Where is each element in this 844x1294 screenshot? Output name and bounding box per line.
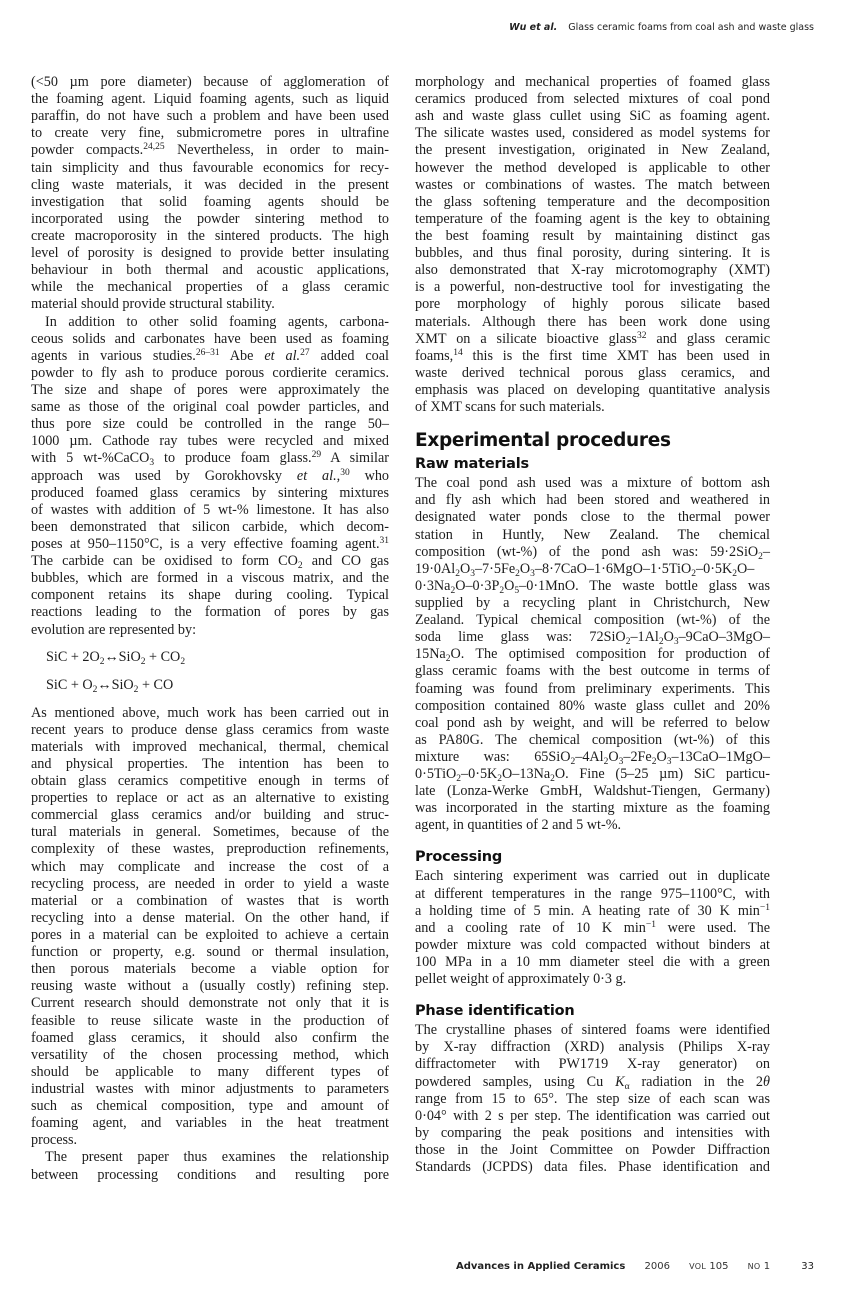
text-line: coal pond ash by weight, and will be referred to below xyxy=(415,714,770,731)
text-line: $0\cdot 5TiO_2-0\cdot 5K_2O-13Na_2O$. Fine (5–25 µm) SiC particu- xyxy=(415,766,770,785)
right-column xyxy=(415,74,770,1176)
text-line: obtain glass ceramics competitive enough in terms of xyxy=(31,773,389,790)
text-line: $19\cdot 0Al_2O_3-7\cdot 5Fe_2O_3-8\cdot 7CaO-1\cdot 6MgO-1\cdot 5TiO_2-0\cdot 5K_2O-$ xyxy=(415,560,755,579)
text-line: cling waste materials, it was decided in the present xyxy=(31,176,389,193)
paragraph-intro-continued xyxy=(31,74,389,314)
text-line: materials with improved mechanical, thermal, chemical xyxy=(31,738,389,755)
text-line: investigation that solid foaming agents should be xyxy=(31,193,389,210)
text-line: a holding time of 5 min. A heating rate of 30 K $\min^{-1}$ xyxy=(415,902,770,919)
issue-number: 1 xyxy=(763,1261,771,1272)
text-line: same as those of the original coal powder particles, and xyxy=(31,399,389,416)
text-line: composition (wt-%) of the pond ash was: 59·2SiO$_2$– xyxy=(415,543,770,562)
text-line: glass ceramic foams with the best outcome in terms of xyxy=(415,663,770,680)
citation: 27 xyxy=(300,347,310,358)
citation: 14 xyxy=(453,347,463,358)
text-line: foaming agent, and variables in the heat treatment xyxy=(31,1115,389,1132)
text-line: behaviour in both thermal and acoustic applications, xyxy=(31,262,389,279)
citation: 31 xyxy=(379,535,389,546)
text-line: agent, in quantities of 2 and 5 wt-%. xyxy=(415,817,622,834)
text-line: reactions leading to the formation of pores by gas xyxy=(31,604,389,621)
text-line: recycling process, are needed in order to yield a waste xyxy=(31,875,389,892)
text-line: supplied by a recycling plant in Christchurch, New xyxy=(415,594,770,611)
equation-1: SiC + $2O_2\leftrightarrow SiO_2 + CO_2$ xyxy=(46,648,186,667)
text-line: ceous solids and carbonates have been used as foaming xyxy=(31,330,389,347)
text-line: while the mechanical properties of a glass ceramic xyxy=(31,279,389,296)
text-line: waste derived technical porous glass ceramics, and xyxy=(415,364,770,381)
text-line: by comparing the peak positions and intensities with xyxy=(415,1124,770,1141)
text-line: was incorporated in the starting mixture as the foaming xyxy=(415,800,770,817)
text-line: as PA80G. The chemical composition (wt-%) of this xyxy=(415,731,770,748)
text-line: and physical properties. The intention has been to xyxy=(31,755,389,772)
text-line: such as chemical composition, type and amount of xyxy=(31,1098,389,1115)
text-line: poses at 950–1150°C, is a very effective foaming agent.$^{31}$ xyxy=(31,535,389,552)
text-line: 1000 µm. Cathode ray tubes were recycled and mixed xyxy=(31,433,389,450)
text-line: paraffin, do not have such a problem and have been used xyxy=(31,108,389,125)
text-line: composition contained 80% waste glass cullet and 20% xyxy=(415,697,770,714)
text-line: powder to fly ash to produce porous cordierite ceramics. xyxy=(31,364,389,381)
text-line: foaming was found from preliminary experiments. This xyxy=(415,680,770,697)
running-head-authors: Wu et al. xyxy=(509,22,558,33)
text-line: material should provide structural stability. xyxy=(31,296,275,313)
text-line: tural materials in general. Sometimes, because of the xyxy=(31,824,389,841)
text-line: emphasis was placed on developing quantitative analysis xyxy=(415,381,770,398)
text-line: the foaming agent. Liquid foaming agents, such as liquid xyxy=(31,91,389,108)
text-line: bubbles, which are formed in a viscous matrix, and the xyxy=(31,570,389,587)
text-line: (<50 µm pore diameter) because of agglomeration of xyxy=(31,74,389,90)
text-line: powdered samples, using Cu $K_\alpha$ radiation in the 2θ xyxy=(415,1073,771,1092)
subsection-heading-raw-materials: Raw materials xyxy=(415,456,529,473)
text-line: agents in various studies.$^{26-31}$ Abe et al.$^{27}$ added coal xyxy=(31,347,389,364)
journal-year: 2006 xyxy=(644,1261,670,1272)
text-line: mixture was: $65SiO_2-4Al_2O_3-2Fe_2O_3-13CaO-1MgO-$ xyxy=(415,748,770,767)
text-line: versatility of the chosen processing method, which xyxy=(31,1046,389,1063)
text-line: approach was used by Gorokhovsky et al.,$^{30}$ who xyxy=(31,467,390,484)
text-line: The carbide can be oxidised to form $CO_2$ and CO gas xyxy=(31,553,390,572)
text-line: with 5 wt-%CaCO$_3$ to produce foam glass.$^{29}$ A similar xyxy=(31,450,389,469)
text-line: feasible to reuse silicate waste in the production of xyxy=(31,1012,389,1029)
text-line: powder mixture was cold compacted without binders at xyxy=(415,936,770,953)
running-head xyxy=(509,22,814,33)
volume-label: VOL xyxy=(689,1262,707,1271)
text-line: The silicate wastes used, considered as model systems for xyxy=(415,125,770,142)
text-line: soda lime glass was: $72SiO_2-1Al_2O_3-9CaO-3MgO-$ xyxy=(415,629,770,648)
text-line: commercial glass ceramics and/or building and struc- xyxy=(31,807,389,824)
text-line: industrial wastes with minor adjustments to parameters xyxy=(31,1081,389,1098)
text-line: pellet weight of approximately 0·3 g. xyxy=(415,971,627,988)
text-line: Each sintering experiment was carried out in duplicate xyxy=(415,868,770,885)
citation: 26–31 xyxy=(195,347,220,358)
text-line: $0\cdot 3Na_2O-0\cdot 3P_2O_5-0\cdot 1MnO$. The waste bottle glass was xyxy=(415,577,770,596)
text-line: pores in a material can be exploited to achieve a certain xyxy=(31,927,389,944)
text-line: level of porosity is designed to provide better insulating xyxy=(31,245,389,262)
paragraph-present-paper-continued xyxy=(415,74,770,416)
journal-name: Advances in Applied Ceramics xyxy=(456,1261,626,1272)
paragraph-processing xyxy=(415,868,770,988)
text-line: 0·04° with 2 s per step. The identification was carried out xyxy=(415,1107,770,1124)
text-line: function or property, e.g. sound or thermal insulation, xyxy=(31,944,389,961)
text-line: incorporated using the powder sintering method to xyxy=(31,210,389,227)
text-line: is a powerful, non-destructive tool for investigating the xyxy=(415,279,770,296)
text-line: $15Na_2O$. The optimised composition for production of xyxy=(415,646,770,665)
text-line: complexity of these wastes, preproduction refinements, xyxy=(31,841,389,858)
text-line: component retains its shape during cooling. Typical xyxy=(31,587,389,604)
text-line: create macroporosity in the sintered products. The high xyxy=(31,227,389,244)
text-line: As mentioned above, much work has been carried out in xyxy=(31,704,389,721)
text-line: XMT on a silicate bioactive glass$^{32}$ and glass ceramic xyxy=(415,330,771,347)
text-line: wastes or combinations of wastes. The match between xyxy=(415,176,770,193)
text-line: and fly ash which had been stored and weathered in xyxy=(415,492,770,509)
text-line: which may complicate and increase the cost of a xyxy=(31,858,389,875)
text-line: been demonstrated that silicon carbide, which decom- xyxy=(31,518,389,535)
text-line: the glass softening temperature and the decomposition xyxy=(415,193,770,210)
text-line: ceramics produced from selected mixtures of coal pond xyxy=(415,91,770,108)
text-line: reusing waste without a (usually costly) refining step. xyxy=(31,978,389,995)
text-line: late (Lonza-Werke GmbH, Waldshut-Tiengen, Germany) xyxy=(415,783,770,800)
paragraph-phase-identification xyxy=(415,1022,770,1176)
text-line: recent years to produce dense glass ceramics from waste xyxy=(31,721,389,738)
text-line: Zealand. Typical chemical composition (wt-%) of the xyxy=(415,612,770,629)
paragraph-raw-materials xyxy=(415,475,770,834)
volume-number: 105 xyxy=(709,1261,729,1272)
text-line: should be applicable to many different types of xyxy=(31,1063,389,1080)
text-line: In addition to other solid foaming agents, carbona- xyxy=(45,313,389,330)
citation: 29 xyxy=(311,450,322,461)
text-line: Current research should demonstrate not only that it is xyxy=(31,995,389,1012)
text-line: tain simplicity and thus favourable economics for recy- xyxy=(31,159,389,176)
text-line: The present paper thus examines the relationship xyxy=(45,1149,389,1166)
text-line: designated water ponds close to the thermal power xyxy=(415,509,770,526)
text-line: pore morphology of highly porous silicate based xyxy=(415,296,770,313)
running-head-title: Glass ceramic foams from coal ash and waste glass xyxy=(568,22,814,33)
citation: 24,25 xyxy=(143,142,165,153)
text-line: at different temperatures in the range 975–1100°C, with xyxy=(415,885,770,902)
text-line: station in Huntly, New Zealand. The chemical xyxy=(415,526,770,543)
text-line: and a cooling rate of 10 K $\min^{-1}$ were used. The xyxy=(415,919,771,936)
text-line: The coal pond ash used was a mixture of bottom ash xyxy=(415,475,770,492)
page-footer xyxy=(456,1261,814,1272)
text-line: materials. Although there has been work done using xyxy=(415,313,770,330)
text-line: The crystalline phases of sintered foams were identified xyxy=(415,1022,770,1039)
text-line: 100 MPa in a 10 mm diameter steel die with a green xyxy=(415,954,770,971)
subsection-heading-processing: Processing xyxy=(415,849,503,866)
text-line: morphology and mechanical properties of foamed glass xyxy=(415,74,770,90)
text-line: diffractometer with PW1719 X-ray generator) on xyxy=(415,1056,770,1073)
text-line: range from 15 to 65°. The step size of each scan was xyxy=(415,1090,770,1107)
text-line: then porous materials become a viable option for xyxy=(31,961,389,978)
left-column xyxy=(31,74,389,1184)
text-line: also demonstrated that X-ray microtomography (XMT) xyxy=(415,262,770,279)
text-line: temperature of the foaming agent is the key to obtaining xyxy=(415,210,770,227)
equation-2: SiC + $O_2\leftrightarrow SiO_2$ + CO xyxy=(46,676,174,695)
citation: 32 xyxy=(636,330,647,341)
text-line: foamed glass ceramics, it should also confirm the xyxy=(31,1029,389,1046)
text-line: those in the Joint Committee on Powder Diffraction xyxy=(415,1142,770,1159)
text-line: ash and waste glass cullet using SiC as foaming agent. xyxy=(415,108,770,125)
text-line: powder compacts.$^{24,25}$ Nevertheless, in order to main- xyxy=(31,142,389,159)
text-line: of wastes with addition of 5 wt-% limestone. It has also xyxy=(31,501,389,518)
text-line: bubbles, and thus final porosity, during sintering. It is xyxy=(415,245,770,262)
subsection-heading-phase-identification: Phase identification xyxy=(415,1003,575,1020)
equations xyxy=(31,649,389,694)
paragraph-present-paper xyxy=(31,1149,389,1183)
text-line: process. xyxy=(31,1132,78,1149)
paragraph-foaming-agents xyxy=(31,314,389,639)
text-line: properties to replace or act as an alternative to existing xyxy=(31,790,389,807)
text-line: of XMT scans for such materials. xyxy=(415,399,605,416)
page-number: 33 xyxy=(801,1261,814,1272)
text-line: by X-ray diffraction (XRD) analysis (Philips X-ray xyxy=(415,1039,770,1056)
citation: 30 xyxy=(340,467,350,478)
text-line: between processing conditions and resulting pore xyxy=(31,1166,389,1183)
text-line: The size and shape of pores were approximately the xyxy=(31,381,389,398)
text-line: produced foamed glass ceramics by sintering mixtures xyxy=(31,484,389,501)
text-line: the best foaming result by maintaining distinct gas xyxy=(415,227,770,244)
text-line: recycling into a dense material. On the other hand, if xyxy=(31,909,389,926)
text-line: the present investigation, originated in New Zealand, xyxy=(415,142,770,159)
text-line: to create very fine, submicrometre pores in ultrafine xyxy=(31,125,389,142)
issue-label: NO xyxy=(747,1262,761,1271)
section-heading: Experimental procedures xyxy=(415,430,671,452)
text-line: Standards (JCPDS) data files. Phase identification and xyxy=(415,1159,770,1176)
text-line: evolution are represented by: xyxy=(31,621,197,638)
paragraph-dense-glass-ceramics xyxy=(31,705,389,1150)
text-line: thus pore size could be controlled in the range 50– xyxy=(31,416,389,433)
text-line: however the method developed is applicable to other xyxy=(415,159,770,176)
text-line: foams,$^{14}$ this is the first time XMT has been used in xyxy=(415,347,770,364)
text-line: material or a combination of wastes that is worth xyxy=(31,892,389,909)
